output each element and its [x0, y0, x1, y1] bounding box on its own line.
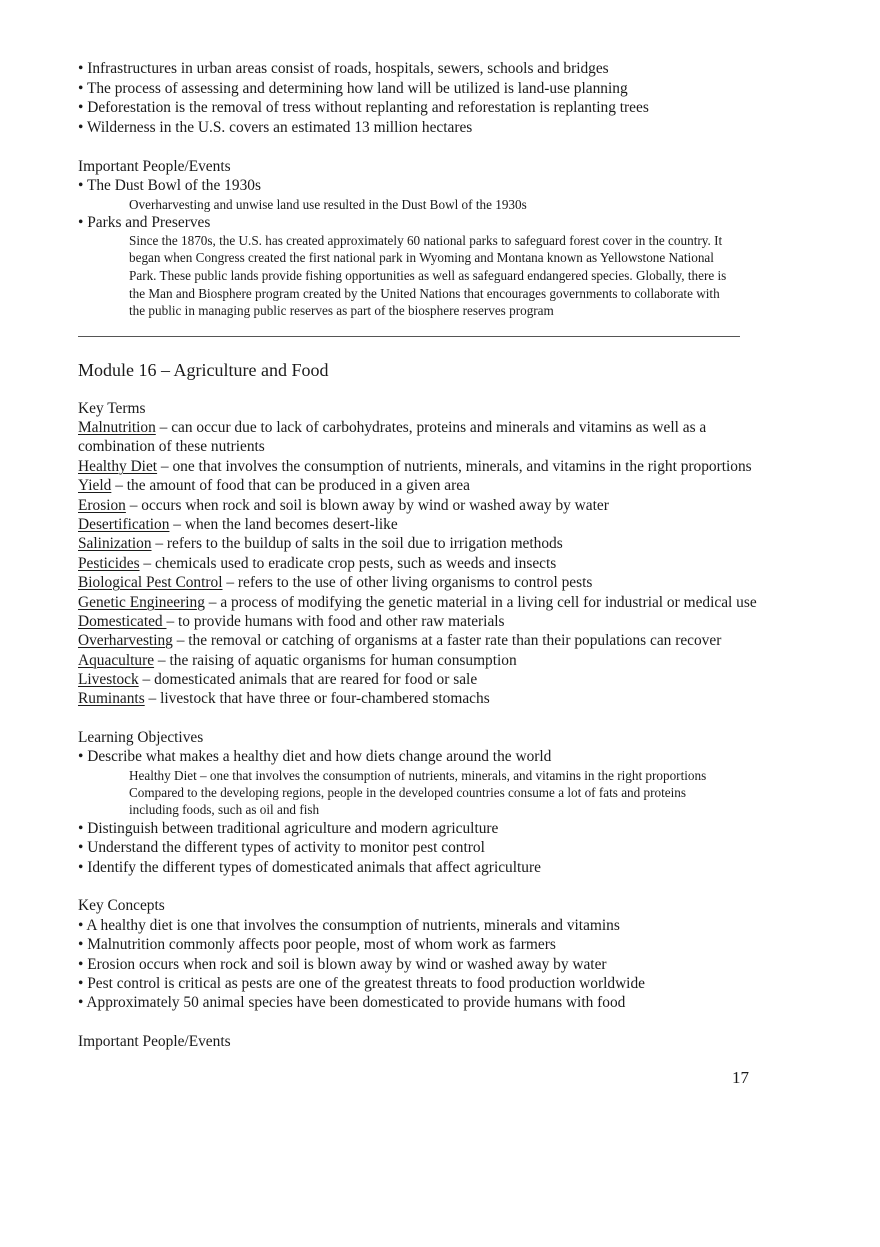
definition: – one that involves the consumption of nutrients, minerals, and vitamins in the right proportions: [157, 458, 752, 475]
term: Healthy Diet: [78, 458, 158, 475]
key-term-row: [78, 593, 757, 612]
event-description: Park. These public lands provide fishing opportunities as well as safeguard endangered species. Globally, there is: [129, 268, 727, 283]
key-term-row: [78, 689, 490, 708]
key-term-row: [78, 670, 477, 689]
section-heading-events: Important People/Events: [78, 158, 231, 175]
term: Aquaculture: [78, 652, 155, 669]
objective-item: • Describe what makes a healthy diet and how diets change around the world: [78, 748, 552, 765]
definition: – refers to the buildup of salts in the soil due to irrigation methods: [151, 535, 563, 552]
term: Domesticated: [78, 613, 167, 630]
section-heading-key-concepts: Key Concepts: [78, 897, 165, 914]
objective-detail: Compared to the developing regions, people in the developed countries consume a lot of fats and proteins: [129, 785, 687, 800]
bullet-item: • The process of assessing and determining how land will be utilized is land-use planning: [78, 80, 628, 97]
key-term-row: [78, 476, 470, 495]
definition: – can occur due to lack of carbohydrates, proteins and minerals and vitamins as well as a: [155, 419, 707, 436]
term: Yield: [78, 477, 112, 494]
term: Malnutrition: [78, 419, 156, 436]
concept-item: • A healthy diet is one that involves the consumption of nutrients, minerals and vitamins: [78, 917, 620, 934]
event-description: the public in managing public reserves as part of the biosphere reserves program: [129, 303, 554, 318]
term: Livestock: [78, 671, 139, 688]
term: Genetic Engineering: [78, 594, 205, 611]
objective-detail: including foods, such as oil and fish: [129, 802, 320, 817]
event-title: • Parks and Preserves: [78, 214, 211, 231]
key-term-row: [78, 554, 556, 573]
bullet-item: • Wilderness in the U.S. covers an estimated 13 million hectares: [78, 119, 473, 136]
definition: – the amount of food that can be produced in a given area: [111, 477, 470, 494]
concept-item: • Erosion occurs when rock and soil is blown away by wind or washed away by water: [78, 956, 607, 973]
section-heading-learning-objectives: Learning Objectives: [78, 729, 204, 746]
key-term-row: [78, 573, 592, 592]
event-description: began when Congress created the first national park in Wyoming and Montana known as Yellowstone National: [129, 250, 714, 265]
definition: – a process of modifying the genetic material in a living cell for industrial or medical use: [204, 594, 757, 611]
definition: – livestock that have three or four-chambered stomachs: [144, 690, 490, 707]
key-term-continuation: combination of these nutrients: [78, 438, 265, 455]
objective-item: • Understand the different types of activity to monitor pest control: [78, 839, 485, 856]
term: Pesticides: [78, 555, 140, 572]
definition: – chemicals used to eradicate crop pests, such as weeds and insects: [139, 555, 557, 572]
objective-item: • Distinguish between traditional agriculture and modern agriculture: [78, 820, 499, 837]
key-term-row: [78, 496, 609, 515]
definition: – to provide humans with food and other raw materials: [166, 613, 505, 630]
bullet-item: • Deforestation is the removal of tress without replanting and reforestation is replanting trees: [78, 99, 649, 116]
definition: – occurs when rock and soil is blown away by wind or washed away by water: [125, 497, 609, 514]
term: Biological Pest Control: [78, 574, 223, 591]
term: Erosion: [78, 497, 126, 514]
key-term-row: [78, 457, 752, 476]
term: Overharvesting: [78, 632, 173, 649]
objective-item: • Identify the different types of domesticated animals that affect agriculture: [78, 859, 541, 876]
term: Ruminants: [78, 690, 145, 707]
definition: – the removal or catching of organisms at a faster rate than their populations can recover: [172, 632, 722, 649]
term: Salinization: [78, 535, 152, 552]
module-title: Module 16 – Agriculture and Food: [78, 360, 329, 380]
key-term-row: [78, 631, 721, 650]
event-description: Since the 1870s, the U.S. has created approximately 60 national parks to safeguard forest cover in the country. It: [129, 233, 723, 248]
section-heading-key-terms: Key Terms: [78, 400, 146, 417]
concept-item: • Approximately 50 animal species have been domesticated to provide humans with food: [78, 994, 626, 1011]
event-description: the Man and Biosphere program created by the United Nations that encourages governments to collaborate with: [129, 286, 720, 301]
key-term-row: [78, 418, 706, 437]
section-heading-events: Important People/Events: [78, 1033, 231, 1050]
key-term-row: [78, 515, 398, 534]
key-term-row: [78, 651, 517, 670]
definition: – refers to the use of other living organisms to control pests: [222, 574, 593, 591]
objective-detail: Healthy Diet – one that involves the consumption of nutrients, minerals, and vitamins in the right proportions: [129, 768, 707, 783]
concept-item: • Malnutrition commonly affects poor people, most of whom work as farmers: [78, 936, 556, 953]
definition: – when the land becomes desert-like: [169, 516, 398, 533]
concept-item: • Pest control is critical as pests are one of the greatest threats to food production worldwide: [78, 975, 645, 992]
definition: – domesticated animals that are reared for food or sale: [138, 671, 478, 688]
event-description: Overharvesting and unwise land use resulted in the Dust Bowl of the 1930s: [129, 197, 527, 212]
term: Desertification: [78, 516, 170, 533]
section-divider: [78, 336, 740, 337]
definition: – the raising of aquatic organisms for human consumption: [154, 652, 517, 669]
key-term-row: [78, 534, 563, 553]
event-title: • The Dust Bowl of the 1930s: [78, 177, 261, 194]
page-number: 17: [732, 1068, 749, 1087]
bullet-item: • Infrastructures in urban areas consist of roads, hospitals, sewers, schools and bridges: [78, 60, 609, 77]
key-term-row: [78, 612, 505, 631]
